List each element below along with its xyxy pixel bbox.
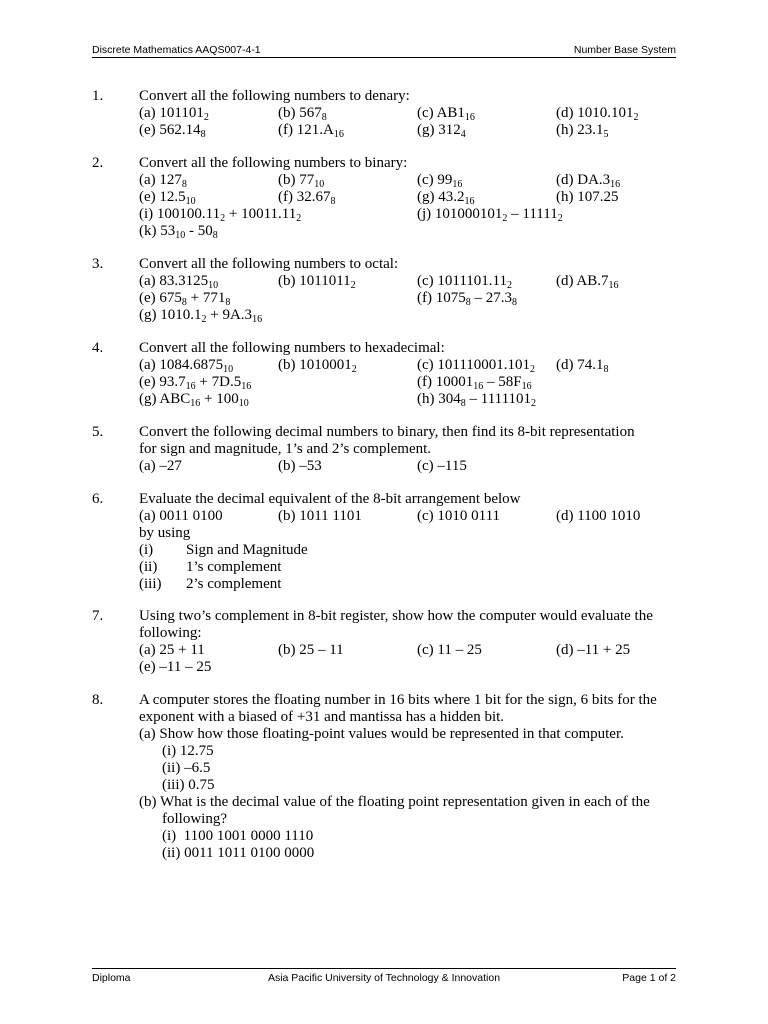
item-c: (c) $AB1_{16}$ <box>417 105 475 123</box>
question-prompt: Convert all the following numbers to hexadecimal: <box>139 340 445 356</box>
footer-university: Asia Pacific University of Technology & Innovation <box>267 972 501 984</box>
item-b: (b) $1010001_2$ <box>278 357 357 375</box>
item-b: (b) –53 <box>278 458 322 474</box>
item-k: (k) $53_{10} - 50_8$ <box>139 223 218 241</box>
item-f: (f) $1075_8 - 27.3_8$ <box>417 290 517 308</box>
question-3 <box>92 256 676 324</box>
item-j: (j) $101000101_2 - 11111_2$ <box>417 206 563 224</box>
item-b: (b) 25 – 11 <box>278 642 344 658</box>
item-g: (g) $ABC_{16} + 100_{10}$ <box>139 391 249 409</box>
item-b: (b) $77_{10}$ <box>278 172 325 190</box>
item-d: (d) $74.1_8$ <box>556 357 609 375</box>
item-d: (d) 1100 1010 <box>556 508 641 524</box>
method-item: (iii) 2’s complement <box>139 576 282 592</box>
item-c: (c) $99_{16}$ <box>417 172 463 190</box>
item-d: (d) $1010.101_2$ <box>556 105 639 123</box>
question-number: 6. <box>92 491 104 507</box>
item-b: (b) 1011 1101 <box>278 508 362 524</box>
item-g: (g) $312_4$ <box>417 122 466 140</box>
question-text-line-2: following: <box>139 625 202 641</box>
question-5 <box>92 424 676 475</box>
page-footer <box>92 968 676 985</box>
item-e: (e) –11 – 25 <box>139 659 212 675</box>
part-b-item: (ii) 0011 1011 0100 0000 <box>162 845 315 861</box>
item-d: (d) –11 + 25 <box>556 642 631 658</box>
item-e: (e) $675_8 + 771_8$ <box>139 290 231 308</box>
item-e: (e) $562.14_8$ <box>139 122 206 140</box>
footer-page-number: Page 1 of 2 <box>622 972 676 984</box>
question-prompt: Evaluate the decimal equivalent of the 8-bit arrangement below <box>139 491 521 507</box>
part-b: (b) What is the decimal value of the floating point representation given in each of the <box>139 794 650 810</box>
item-a: (a) 0011 0100 <box>139 508 223 524</box>
item-c: (c) –115 <box>417 458 467 474</box>
item-c: (c) 11 – 25 <box>417 642 482 658</box>
item-f: (f) $10001_{16} - 58F_{16}$ <box>417 374 532 392</box>
item-f: (f) $121.A_{16}$ <box>278 122 344 140</box>
part-b-continued: following? <box>162 811 227 827</box>
question-prompt: Convert all the following numbers to binary: <box>139 155 408 171</box>
question-6 <box>92 491 676 593</box>
question-prompt: Convert all the following numbers to denary: <box>139 88 410 104</box>
part-a-item: (ii) –6.5 <box>162 760 211 776</box>
part-a-item: (i) 12.75 <box>162 743 214 759</box>
item-h: (h) 107.25 <box>556 189 619 205</box>
item-h: (h) $304_8 - 1111101_2$ <box>417 391 537 409</box>
item-b: (b) $567_8$ <box>278 105 327 123</box>
item-a: (a) $127_8$ <box>139 172 187 190</box>
item-g: (g) $43.2_{16}$ <box>417 189 475 207</box>
question-2 <box>92 155 676 240</box>
question-1 <box>92 88 676 139</box>
question-number: 5. <box>92 424 104 440</box>
item-f: (f) $32.67_8$ <box>278 189 336 207</box>
question-number: 1. <box>92 88 104 104</box>
item-b: (b) $1011011_2$ <box>278 273 356 291</box>
item-i: (i) $100100.11_2 + 10011.11_2$ <box>139 206 302 224</box>
item-e: (e) $12.5_{10}$ <box>139 189 196 207</box>
question-8 <box>92 692 676 862</box>
page-header <box>92 43 676 58</box>
question-4 <box>92 340 676 408</box>
question-text-line-1: Using two’s complement in 8-bit register, show how the computer would evaluate the <box>139 608 653 624</box>
item-a: (a) 25 + 11 <box>139 642 205 658</box>
question-number: 4. <box>92 340 104 356</box>
item-c: (c) $101110001.101_2$ <box>417 357 536 375</box>
question-7 <box>92 608 676 676</box>
question-text-line-1: A computer stores the floating number in 16 bits where 1 bit for the sign, 6 bits for the <box>139 692 657 708</box>
question-number: 2. <box>92 155 104 171</box>
item-e: (e) $93.7_{16} + 7D.5_{16}$ <box>139 374 252 392</box>
question-number: 3. <box>92 256 104 272</box>
item-a: (a) $101101_2$ <box>139 105 209 123</box>
item-d: (d) $AB.7_{16}$ <box>556 273 619 291</box>
item-a: (a) –27 <box>139 458 182 474</box>
question-text-line-2: for sign and magnitude, 1’s and 2’s complement. <box>139 441 432 457</box>
item-h: (h) $23.1_5$ <box>556 122 609 140</box>
part-a: (a) Show how those floating-point values would be represented in that computer. <box>139 726 624 742</box>
header-course: Discrete Mathematics AAQS007-4-1 <box>92 44 261 56</box>
question-text-line-1: Convert the following decimal numbers to binary, then find its 8-bit representation <box>139 424 635 440</box>
item-c: (c) $1011101.11_2$ <box>417 273 512 291</box>
item-c: (c) 1010 0111 <box>417 508 501 524</box>
header-topic: Number Base System <box>573 44 676 56</box>
part-b-item: (i) 1100 1001 0000 1110 <box>162 828 314 844</box>
question-prompt: Convert all the following numbers to octal: <box>139 256 399 272</box>
question-number: 7. <box>92 608 104 624</box>
footer-program: Diploma <box>92 972 131 984</box>
by-using-text: by using <box>139 525 191 541</box>
item-a: (a) $83.3125_{10}$ <box>139 273 219 291</box>
method-item: (ii) 1’s complement <box>139 559 282 575</box>
item-d: (d) $DA.3_{16}$ <box>556 172 621 190</box>
part-a-item: (iii) 0.75 <box>162 777 215 793</box>
item-g: (g) $1010.1_2 + 9A.3_{16}$ <box>139 307 263 325</box>
item-a: (a) $1084.6875_{10}$ <box>139 357 234 375</box>
question-number: 8. <box>92 692 104 708</box>
question-text-line-2: exponent with a biased of +31 and mantissa has a hidden bit. <box>139 709 505 725</box>
method-item: (i) Sign and Magnitude <box>139 542 308 558</box>
